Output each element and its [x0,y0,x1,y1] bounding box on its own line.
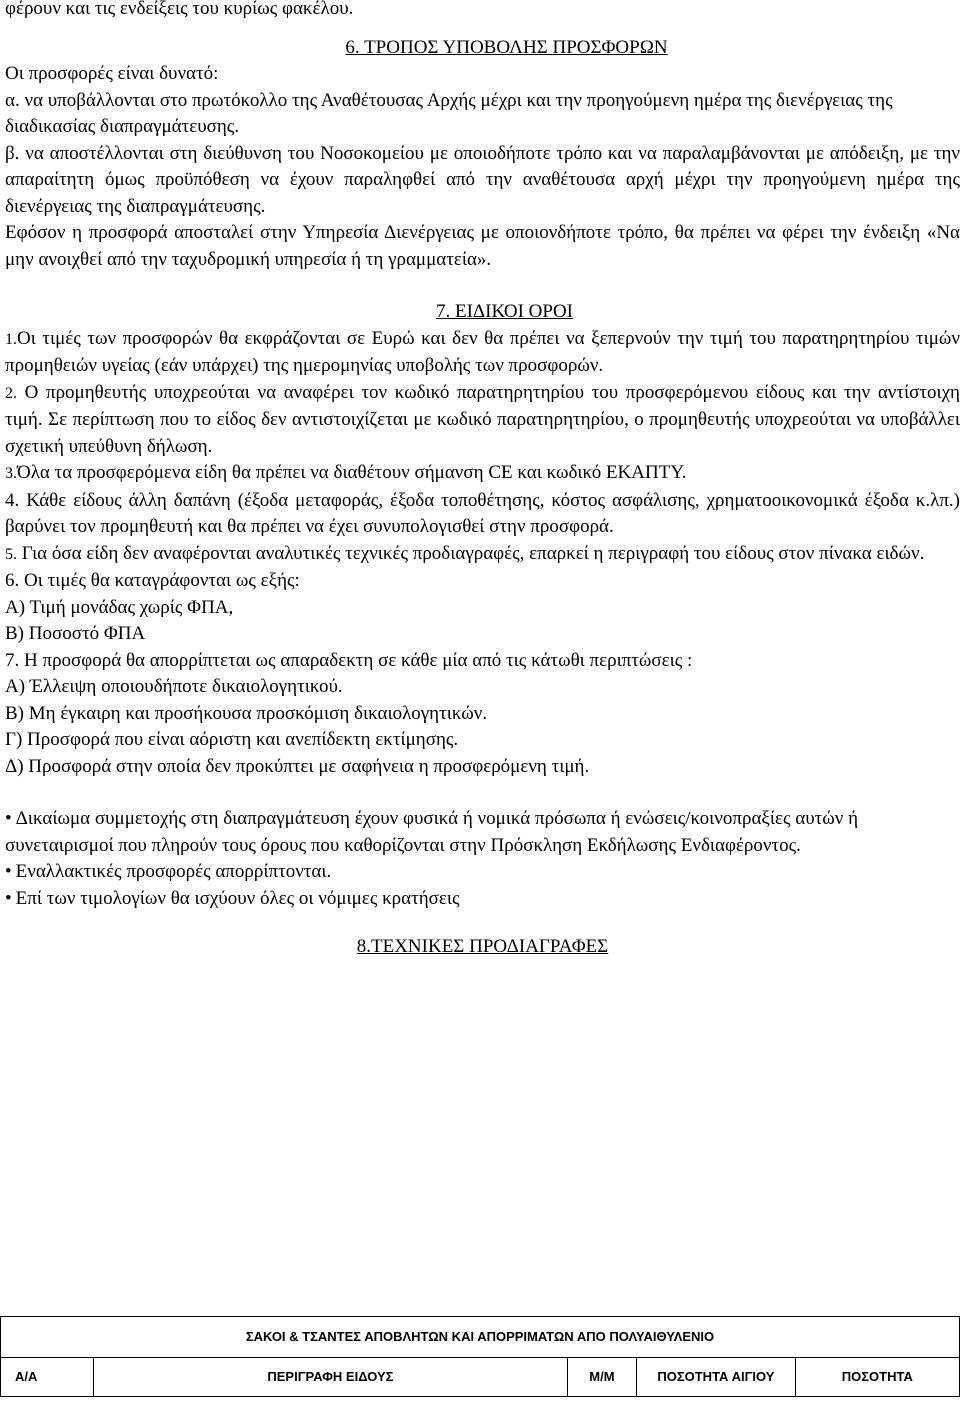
bullet-dot: • [5,861,12,882]
term-5-text: Για όσα είδη δεν αναφέρονται αναλυτικές τεχνικές προδιαγραφές, επαρκεί η περιγραφή του είδους στον πίνακα ειδών. [17,542,925,564]
section-6-item-b: β. να αποστέλλονται στη διεύθυνση του Νοσοκομείου με οποιοδήποτε τρόπο και να παραλαμβάνονται με απόδειξη, με την απαραίτητη όμως προϋπόθεση να έχουν παραληφθεί από την αναθέτουσα αρχή μέχρι την προηγούμενη ημέρα της διενέργειας της διαπραγμάτευσης. [5,142,960,217]
term-5-number: 5. [5,545,17,563]
term-1-number: 1. [5,330,17,348]
bullet-dot: • [5,887,12,909]
specs-table-wrap [0,1316,960,1397]
term-7-number: 7. Η [5,649,38,671]
carryover-line: φέρουν και τις ενδείξεις του κυρίως φακέλου. [5,0,354,19]
bullet-participation [5,806,960,859]
column-header-unit: Μ/Μ [567,1358,636,1397]
term-2 [5,380,960,461]
section-6-heading-text: 6. ΤΡΟΠΟΣ ΥΠΟΒΟΛΗΣ ΠΡΟΣΦΟΡΩΝ [345,36,668,58]
term-7-text: προσφορά θα απορρίπτεται ως απαραδεκτη σε κάθε μία από τις κάτωθι περιπτώσεις : [37,649,693,671]
term-5 [5,541,960,569]
term-7-a: Α) Έλλειψη οποιουδήποτε δικαιολογητικού. [5,676,343,697]
section-8-heading [5,934,960,961]
section-6-intro: Οι προσφορές είναι δυνατό: [5,63,219,84]
term-2-number: 2. [5,384,17,402]
section-7-heading [5,299,960,326]
term-2-text: Ο προμηθευτής υποχρεούται να αναφέρει τον κωδικό παρατηρητηρίου του προσφερόμενου είδους και την αντίστοιχη τιμή. Σε περίπτωση που το είδος δεν αντιστοιχίζεται με κωδικό παρατηρητηρίου, ο προμηθευτής υποχρεούται να υποβάλλει σχετική υπεύθυνη δήλωση. [5,381,960,457]
column-header-aa: Α/Α [1,1358,94,1397]
term-7-d: Δ) Προσφορά στην οποία δεν προκύπτει με σαφήνεια η προσφερόμενη τιμή. [5,755,590,777]
term-7 [5,648,960,675]
section-8-heading-text: 8.ΤΕΧΝΙΚΕΣ ΠΡΟΔΙΑΓΡΑΦΕΣ [356,936,609,957]
term-4-number: 4. [5,489,20,511]
bullet-alternatives [5,859,960,886]
table-title-row [1,1317,960,1358]
bullet-dot: • [5,808,12,829]
section-6-heading [5,35,960,62]
bullet-invoices-text: Επί των τιμολογίων θα ισχύουν όλες οι νόμιμες κρατήσεις [15,887,460,909]
term-7-c: Γ) Προσφορά που είναι αόριστη και ανεπίδεκτη εκτίμησης. [5,729,459,750]
term-6: 6. Οι τιμές θα καταγράφονται ως εξής: [5,570,300,591]
column-header-quantity: ΠΟΣΟΤΗΤΑ [795,1358,959,1397]
bullet-participation-text: Δικαίωμα συμμετοχής στη διαπραγμάτευση έχουν φυσικά ή νομικά πρόσωπα ή ενώσεις/κοινοπραξίες αυτών ή συνεταιρισμοί που πληρούν τους όρους που καθορίζονται στην Πρόσκληση Εκδήλωσης Ενδιαφέροντος. [5,808,859,856]
term-3-text: Όλα τα προσφερόμενα είδη θα πρέπει να διαθέτουν σήμανση CE και κωδικό ΕΚΑΠΤΥ. [17,462,687,483]
specs-table [0,1316,960,1397]
column-header-aigio-quantity: ΠΟΣΟΤΗΤΑ ΑΙΓΙΟΥ [637,1358,796,1397]
table-title: ΣΑΚΟΙ & ΤΣΑΝΤΕΣ ΑΠΟΒΛΗΤΩΝ ΚΑΙ ΑΠΟΡΡΙΜΑΤΩΝ ΑΠΟ ΠΟΛΥΑΙΘΥΛΕΝΙΟ [1,1317,960,1358]
term-3 [5,460,960,488]
term-1-text: Οι τιμές των προσφορών θα εκφράζονται σε Ευρώ και δεν θα πρέπει να ξεπερνούν την τιμή του παρατηρητηρίου τιμών προμηθειών υγείας (εάν υπάρχει) της ημερομηνίας υποβολής των προσφορών. [5,327,960,376]
term-4-text: Κάθε είδους άλλη δαπάνη (έξοδα μεταφοράς, έξοδα τοποθέτησης, κόστος ασφάλισης, χρηματοοικονομικά έξοδα κ.λπ.) βαρύνει τον προμηθευτή και θα πρέπει να έχει συνυπολογισθεί στην προσφορά. [5,489,960,537]
section-6-item-a: α. να υποβάλλονται στο πρωτόκολλο της Αναθέτουσας Αρχής μέχρι και την προηγούμενη ημέρα της διενέργειας της διαδικασίας διαπραγμάτευσης. [5,89,893,137]
document-body [5,0,960,961]
term-7-b: Β) Μη έγκαιρη και προσήκουσα προσκόμιση δικαιολογητικών. [5,702,488,724]
term-1 [5,326,960,380]
term-6-a: Α) Τιμή μονάδας χωρίς ΦΠΑ, [5,596,234,618]
section-7-heading-text: 7. ΕΙΔΙΚΟΙ ΟΡΟΙ [435,301,574,322]
term-3-number: 3. [5,465,17,482]
table-header-row [1,1358,960,1397]
bullet-invoices [5,886,960,913]
column-header-description: ΠΕΡΙΓΡΑΦΗ ΕΙΔΟΥΣ [94,1358,568,1397]
bullet-alternatives-text: Εναλλακτικές προσφορές απορρίπτονται. [15,861,332,882]
term-4 [5,488,960,541]
term-6-b: Β) Ποσοστό ΦΠΑ [5,623,146,644]
section-6-note: Εφόσον η προσφορά αποσταλεί στην Υπηρεσία Διενέργειας με οποιονδήποτε τρόπο, θα πρέπει να φέρει την ένδειξη «Να μην ανοιχθεί από την ταχυδρομική υπηρεσία ή τη γραμματεία». [5,222,960,270]
